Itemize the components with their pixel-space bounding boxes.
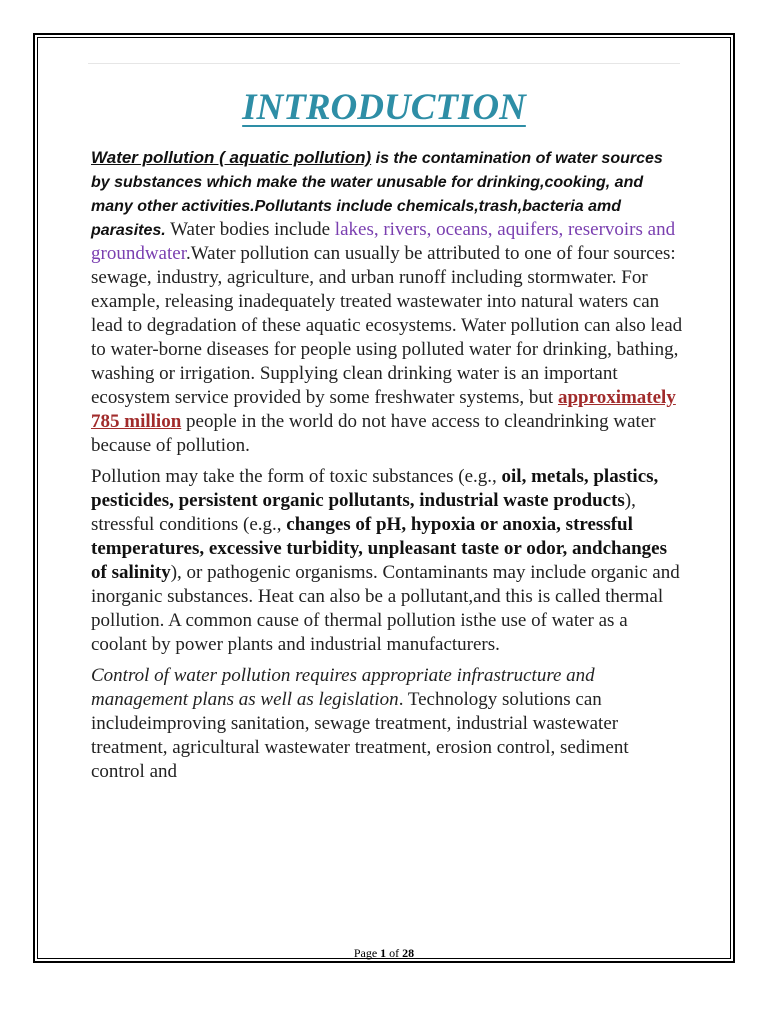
statistic-link[interactable]: approximately 785 million xyxy=(91,387,676,432)
p1-text-b: .Water pollution can usually be attributed to one of four sources: sewage, industry, agriculture, and urban runoff including stormwater. For example, releasing inadequately treated wastewater into natural waters can lead to degradation of these aquatic ecosystems. Water pollution can also lead to water-borne diseases for people using polluted water for drinking, bathing, washing or irrigation. Supplying clean drinking water is an important ecosystem service provided by some freshwater systems, but xyxy=(91,243,683,408)
p2-text-c: ), or pathogenic organisms. Contaminants may include organic and inorganic substances. Heat can also be a pollutant,and this is called thermal pollution. A common cause of thermal pollution isthe use of water as a coolant by power plants and industrial manufacturers. xyxy=(91,562,680,655)
document-body xyxy=(91,146,683,791)
lead-definition: is the contamination of water sources by substances which make the water unusable for drinking,cooking, and many other activities.Pollutants include chemicals,trash,bacteria amd parasites. xyxy=(91,150,663,239)
page-footer xyxy=(0,946,768,961)
total-pages: 28 xyxy=(402,946,415,960)
lead-term: Water pollution ( aquatic pollution) xyxy=(91,148,372,167)
p1-text-a: Water bodies include xyxy=(165,219,335,240)
paragraph-3 xyxy=(91,664,683,784)
p3-italic-text: Control of water pollution requires appropriate infrastructure and management plans as well as legislation xyxy=(91,665,595,710)
header-rule xyxy=(88,63,680,64)
p2-text-a: Pollution may take the form of toxic substances (e.g., xyxy=(91,466,502,487)
paragraph-2 xyxy=(91,465,683,657)
of-label: of xyxy=(386,946,403,960)
paragraph-1 xyxy=(91,146,683,458)
toxic-substances-list: oil, metals, plastics, pesticides, persistent organic pollutants, industrial waste products xyxy=(91,466,659,511)
p1-text-c: people in the world do not have access to cleandrinking water because of pollution. xyxy=(91,411,656,456)
current-page-number: 1 xyxy=(380,946,387,960)
p3-text-rest: . Technology solutions can includeimproving sanitation, sewage treatment, industrial wastewater treatment, agricultural wastewater treatment, erosion control, sediment control and xyxy=(91,689,629,782)
water-bodies-link[interactable]: lakes, rivers, oceans, aquifers, reservoirs and groundwater xyxy=(91,219,676,264)
page-title: INTRODUCTION xyxy=(242,87,526,128)
p2-text-b: ), stressful conditions (e.g., xyxy=(91,490,636,535)
stressful-conditions-list: changes of pH, hypoxia or anoxia, stressful temperatures, excessive turbidity, unpleasant taste or odor, andchanges of salinity xyxy=(91,514,667,583)
page-label: Page xyxy=(353,946,381,960)
